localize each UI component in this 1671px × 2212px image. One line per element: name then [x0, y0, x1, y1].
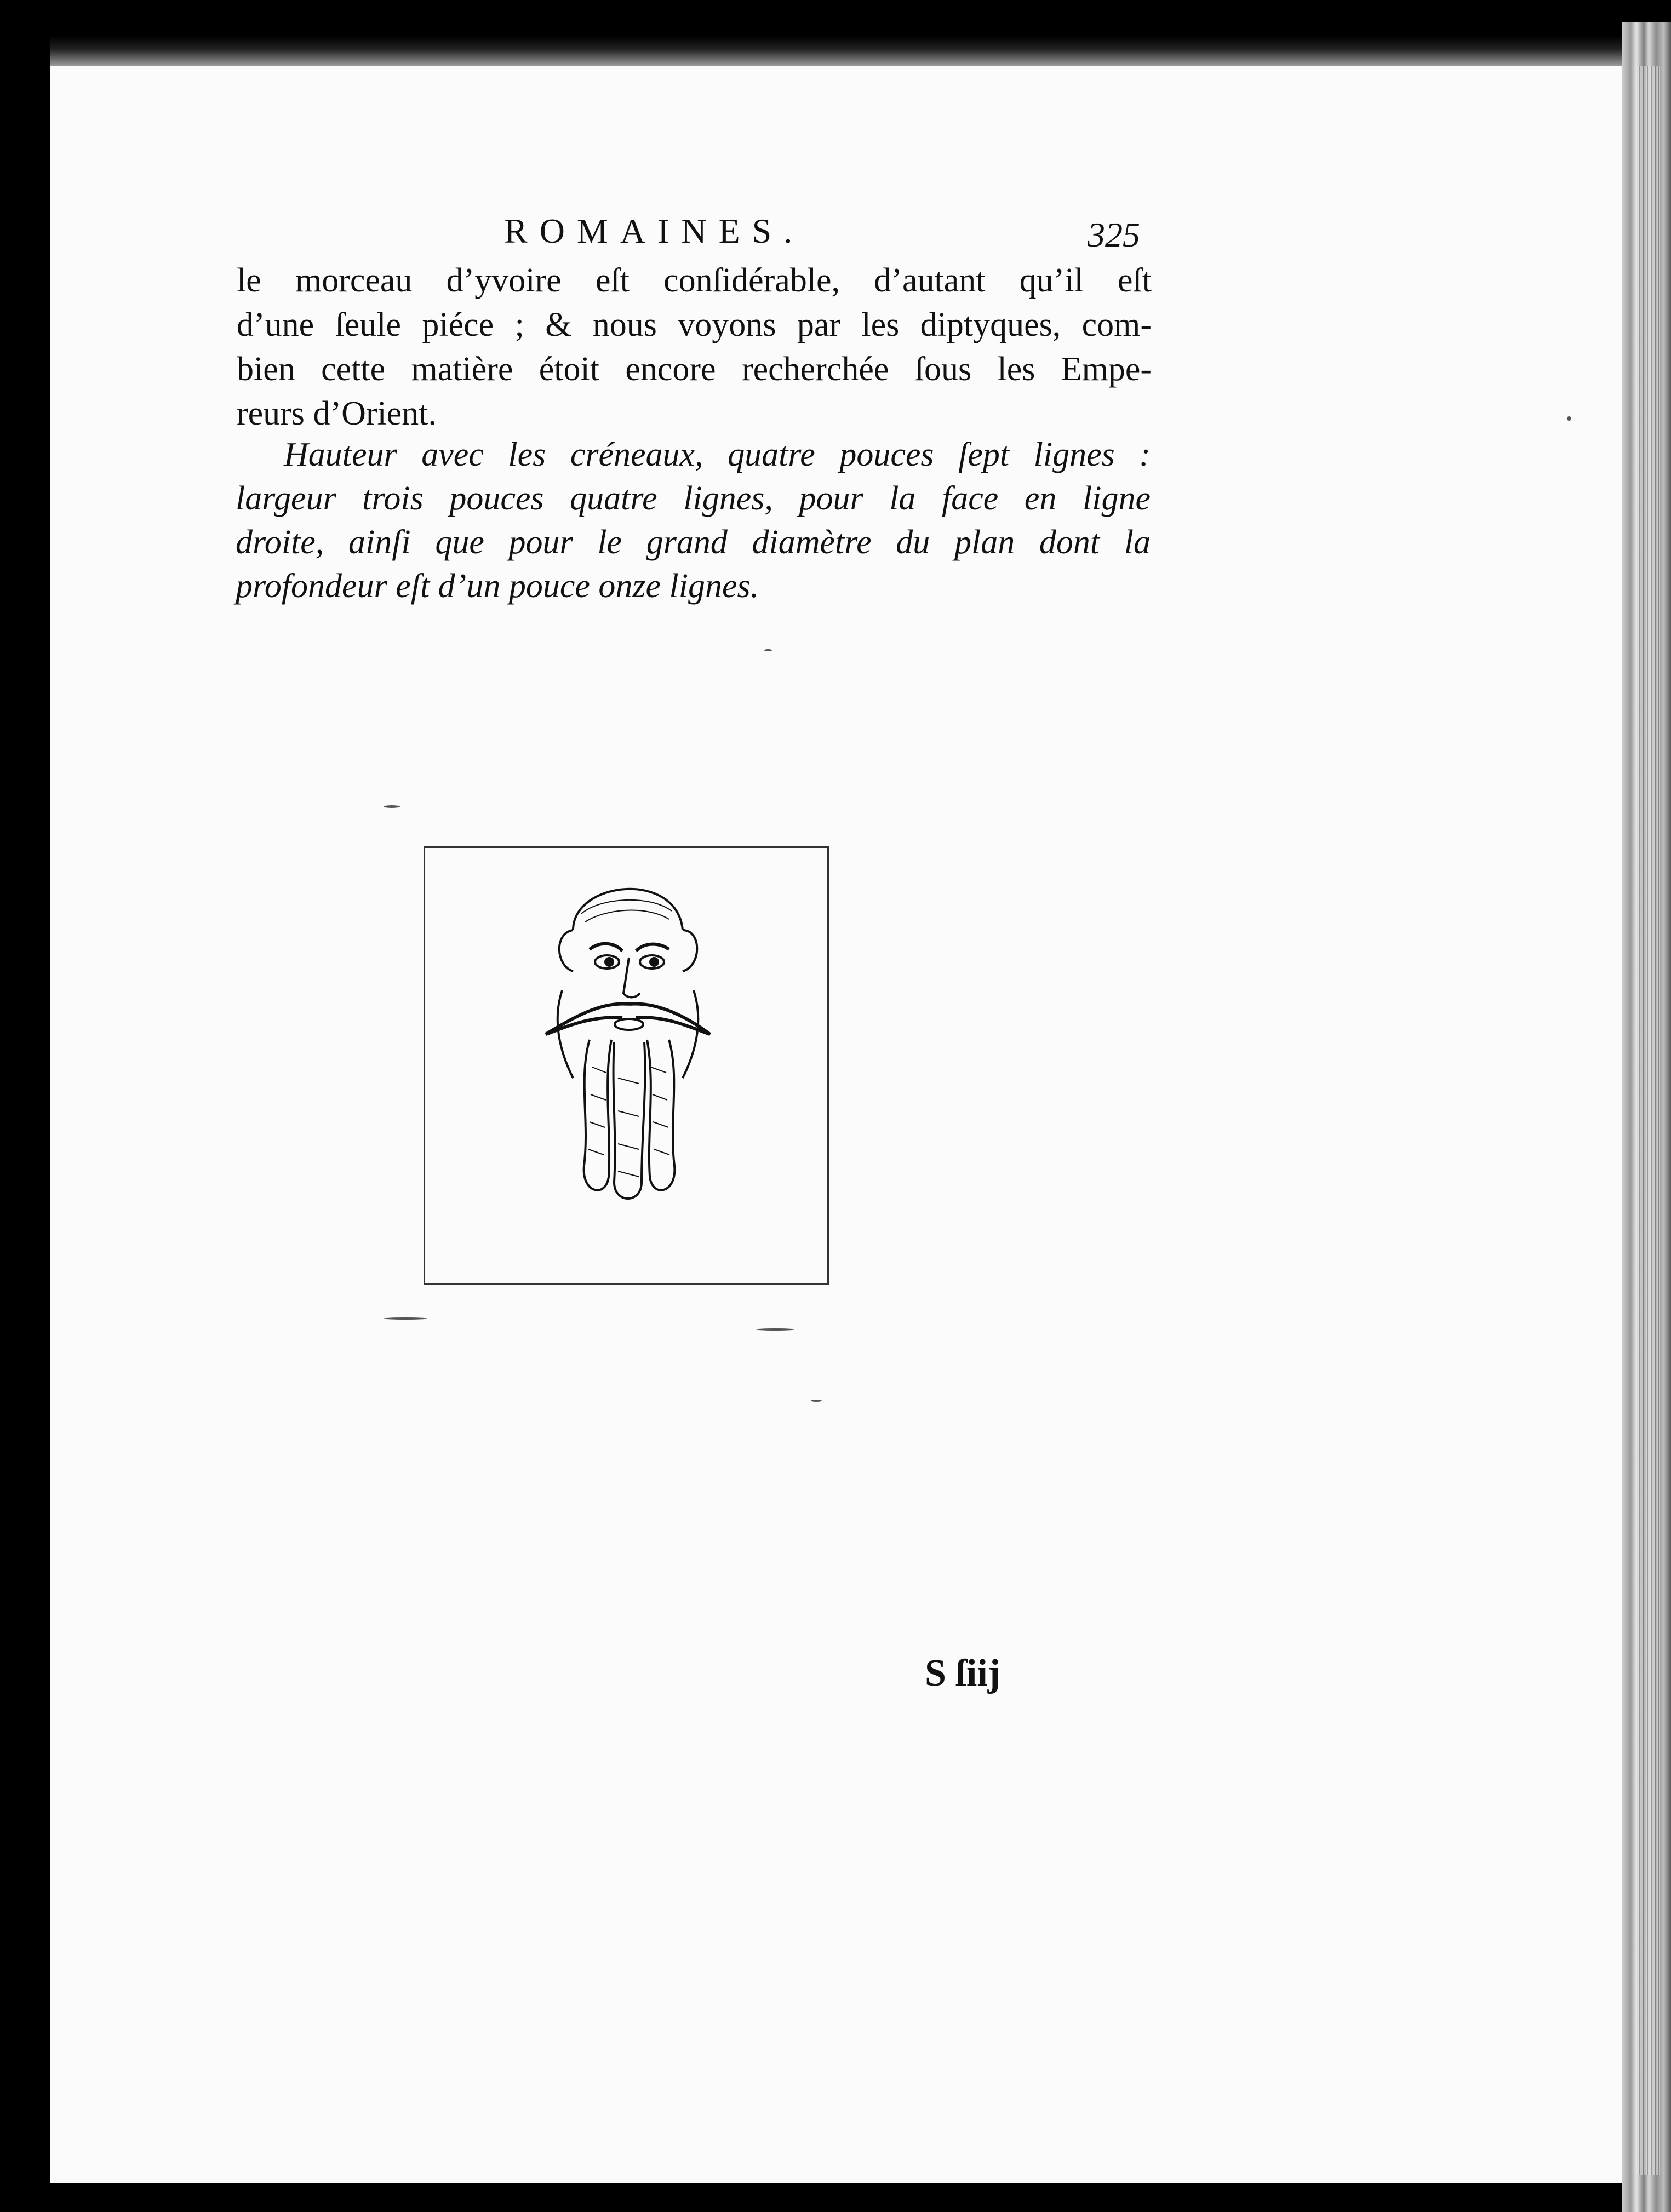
- dimensions-line: profondeur eſt d’un pouce onze lignes.: [236, 568, 759, 605]
- speck: [764, 649, 772, 651]
- bearded-mask-illustration: [425, 848, 827, 1283]
- dimensions-line: largeur trois pouces quatre lignes, pour la face en ligne: [236, 480, 1151, 517]
- scan-left-border: [0, 0, 50, 2212]
- page-number: 325: [1088, 215, 1140, 254]
- body-line: bien cette matière étoit encore recherchée ſous les Empe-: [237, 351, 1152, 388]
- dimensions-paragraph: [236, 433, 1151, 608]
- speck: [1567, 416, 1571, 421]
- speck: [811, 1400, 822, 1402]
- body-line: d’une ſeule piéce ; & nous voyons par les diptyques, com-: [237, 306, 1152, 343]
- scan-bottom-border: [0, 2183, 1671, 2212]
- book-page-edges: [1638, 66, 1660, 2175]
- speck: [384, 1317, 427, 1320]
- speck: [384, 805, 400, 808]
- body-line: le morceau d’yvoire eſt conſidérable, d’autant qu’il eſt: [237, 262, 1152, 299]
- body-paragraph: [237, 259, 1152, 436]
- scan-top-border: [0, 0, 1671, 66]
- body-line: reurs d’Orient.: [237, 395, 437, 432]
- signature-mark: S ſiij: [925, 1652, 1001, 1694]
- dimensions-line: Hauteur avec les créneaux, quatre pouces ſept lignes :: [284, 436, 1151, 473]
- dimensions-line: droite, ainſi que pour le grand diamètre du plan dont la: [236, 524, 1151, 561]
- running-title: ROMAINES.: [504, 211, 805, 250]
- speck: [756, 1328, 794, 1331]
- engraving-plate: [424, 846, 829, 1285]
